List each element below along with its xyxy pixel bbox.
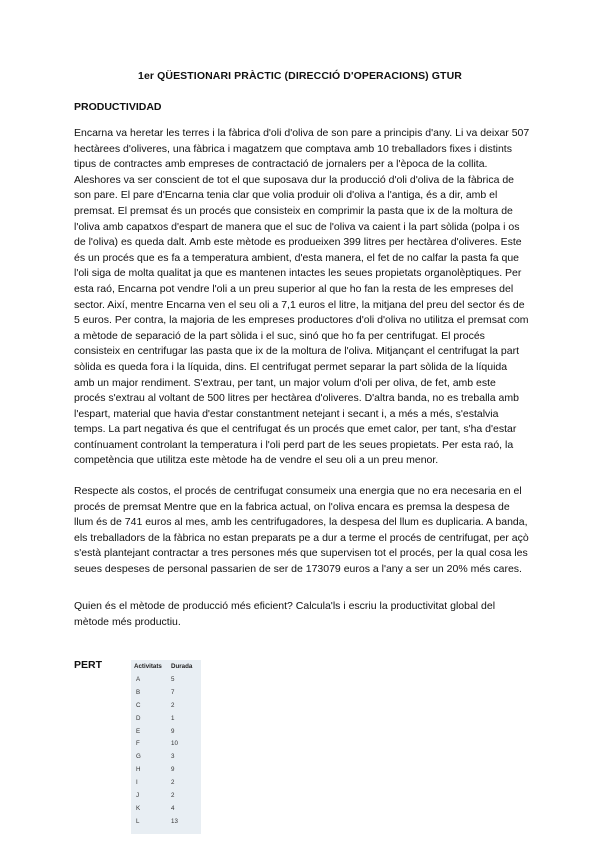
duration-cell: 4	[171, 804, 175, 812]
activity-cell: E	[136, 727, 141, 735]
section-heading-pert: PERT	[74, 659, 103, 671]
activity-cell: J	[136, 791, 140, 799]
table-row	[131, 776, 201, 789]
duration-cell: 7	[171, 688, 175, 696]
table-row	[131, 686, 201, 699]
table-row	[131, 725, 201, 738]
activity-cell: K	[136, 804, 141, 812]
activity-cell: H	[136, 766, 141, 774]
activity-cell: G	[136, 753, 141, 761]
duration-cell: 2	[171, 779, 175, 787]
duration-cell: 2	[171, 791, 175, 799]
activity-cell: F	[136, 740, 140, 748]
duration-cell: 5	[171, 675, 175, 683]
duration-cell: 9	[171, 766, 175, 774]
table-header-row	[131, 660, 201, 673]
duration-cell: 1	[171, 714, 175, 722]
activity-cell: B	[136, 688, 141, 696]
table-row	[131, 763, 201, 776]
document-title: 1er QÜESTIONARI PRÀCTIC (DIRECCIÓ D'OPERACIONS) GTUR	[138, 70, 462, 82]
table-row	[131, 712, 201, 725]
duration-cell: 13	[171, 817, 178, 825]
table-row	[131, 673, 201, 686]
column-header-durada: Durada	[171, 663, 193, 670]
table-row	[131, 750, 201, 763]
pert-activity-table	[131, 660, 201, 834]
duration-cell: 3	[171, 753, 175, 761]
table-row	[131, 815, 201, 828]
section-heading-productividad: PRODUCTIVIDAD	[74, 101, 162, 113]
activity-cell: C	[136, 701, 141, 709]
duration-cell: 2	[171, 701, 175, 709]
activity-cell: A	[136, 675, 141, 683]
duration-cell: 10	[171, 740, 178, 748]
activity-cell: L	[136, 817, 140, 825]
paragraph-intro: Encarna va heretar les terres i la fàbrica d'oli d'oliva de son pare a principis d'any. Li va deixar 507 hectàrees d'oliveres, una fàbrica i magatzem que comptava amb 10 treballadors fixes i distints tipus de contractes amb empreses de contractació de jornalers per a l'època de la collita. Aleshores va ser conscient de tot el que suposava dur la producció d'oli d'oliva de la fàbrica de son pare. El pare d'Encarna tenia clar que volia produir oli d'oliva a l'antiga, és a dir, amb el premsat. El premsat és un procés que consisteix en comprimir la pasta que ix de la moltura de l'oliva amb capatxos d'espart de manera que el suc de l'oliva va caient i la part sòlida (polpa i os de l'oliva) es queda dalt. Amb este mètode es produeixen 399 litres per hectàrea d'oliveres. Este és un procés que es fa a temperatura ambient, d'esta manera, el fet de no calfar la pasta fa que l'oli siga de molta qualitat ja que es mantenen intactes les seues propietats organolèptiques. Per esta raó, Encarna pot vendre l'oli a un preu superior al que ho fan la resta de les empreses del sector. Així, mentre Encarna ven el seu oli a 7,1 euros el litre, la mitjana del preu del sector és de 5 euros. Per contra, la majoria de les empreses productores d'oli d'oliva no utilitza el premsat com a mètode de separació de la part sòlida i el suc, sinó que ho fa per centrifugat. El procés consisteix en centrifugar las pasta que ix de la moltura de l'oliva. Mitjançant el centrifugat la part sòlida es queda fora i la líquida, dins. El centrifugat permet separar la part sòlida de la líquida amb un major rendiment. S'extrau, per tant, un major volum d'oli per oliva, de fet, amb este procés s'extrau al voltant de 500 litres per hectàrea d'oliveres. D'altra banda, no es treballa amb l'espart, material que havia d'estar constantment netejant i secant i, a més a més, s'estalvia temps. La part negativa és que el centrifugat és un procés que emet calor, per tant, s'ha d'estar contínuament controlant la temperatura i l'oli perd part de les seues propietats. Per esta raó, la competència que utilitza este mètode ha de vendre el seu oli a un preu menor.	[74, 127, 530, 467]
activity-cell: I	[136, 779, 138, 787]
paragraph-costs: Respecte als costos, el procés de centrifugat consumeix una energia que no era necesaria en el procés de premsat Mentre que en la fabrica actual, on l'oliva encara es premsa la despesa de llum és de 741 euros al mes, amb les centrifugadores, la despesa del llum es duplicaria. A banda, els treballadors de la fàbrica no estan preparats pe a dur a terme el procés de centrifugat, per açò s'està plantejant contractar a tres persones més que supervisen tot el procés, per la qual cosa les seues despeses de personal passarien de ser de 173079 euros a l'any a ser un 20% més cares.	[74, 485, 529, 575]
table-row	[131, 699, 201, 712]
table-row	[131, 789, 201, 802]
table-body	[131, 673, 201, 828]
table-row	[131, 737, 201, 750]
activity-cell: D	[136, 714, 141, 722]
table-row	[131, 802, 201, 815]
question-text: Quien és el mètode de producció més eficient? Calcula'ls i escriu la productivitat global del mètode més productiu.	[74, 600, 496, 628]
duration-cell: 9	[171, 727, 175, 735]
column-header-activitats: Activitats	[134, 663, 162, 670]
